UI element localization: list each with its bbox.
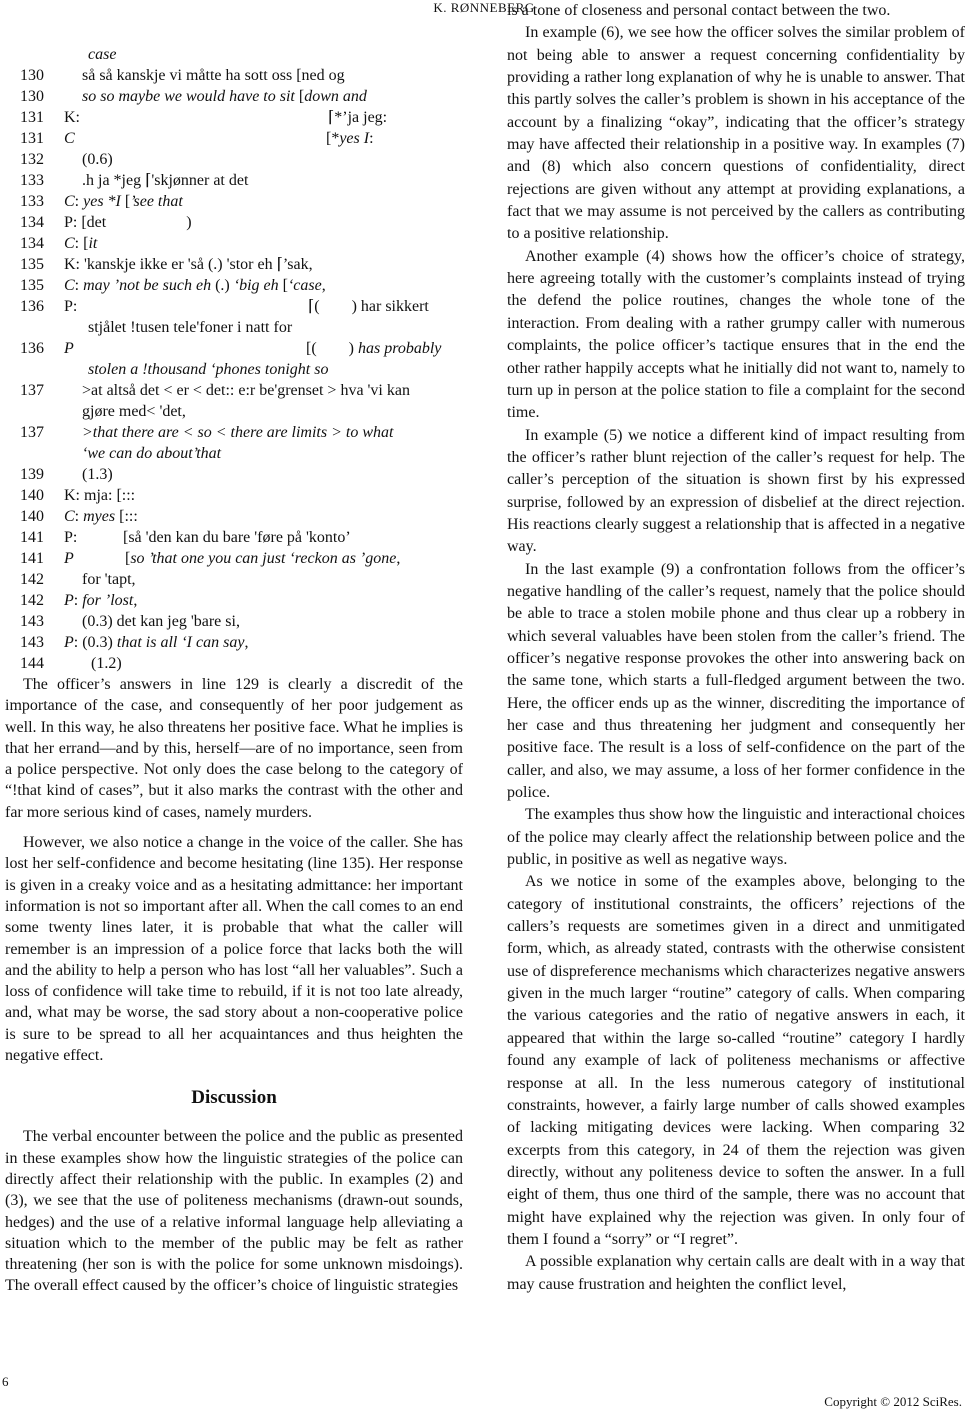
line-number: 142 [20,571,44,588]
utterance-segment: gjøre med< 'det, [82,403,186,420]
utterance-segment: for 'tapt, [82,571,136,588]
utterance [64,191,183,212]
utterance [88,317,292,338]
utterance [64,632,248,653]
utterance-segment: (1.2) [91,655,122,672]
utterance [82,149,113,170]
utterance [91,653,122,674]
utterance [64,485,135,506]
utterance-segment: : [73,592,83,609]
line-number: 134 [20,214,44,231]
utterance-segment: , [396,550,401,567]
line-number: 133 [20,193,44,210]
utterance-segment: [det ) [77,214,192,231]
utterance [64,212,192,233]
utterance [82,401,186,422]
transcript-line [5,590,463,611]
speaker-label: C [64,235,75,252]
utterance [82,443,221,464]
utterance-segment: så så kanskje vi måtte ha sott oss [ned og [82,67,345,84]
utterance [88,44,116,65]
utterance [306,338,441,359]
line-number: 134 [20,235,44,252]
transcript-line [5,149,463,170]
speaker-label: P [64,592,74,609]
speaker [64,128,75,149]
utterance-segment: (1.3) [82,466,113,483]
speaker-label: K: [64,109,80,126]
paragraph: The verbal encounter between the police and the public as presented in these examples show how the linguistic strategies of the police can directly affect their relationship with the public. In examples (2) and (3), we see that the use of politeness mechanisms (drawn-out sounds, hedges) and the use of a relative informal language help alleviating a situation which to the member of the public may be felt as rather threatening (her son is with the police for some unknown misdoings). The overall effect caused by the officer’s choice of linguistic strategies [5,1128,463,1295]
transcript-line [5,86,463,107]
transcript-line [5,338,463,359]
utterance-segment: (0.6) [82,151,113,168]
line-number: 143 [20,634,44,651]
line-number: 140 [20,508,44,525]
speaker-label: K: [64,256,80,273]
utterance-segment: [ [282,277,288,294]
utterance-segment: [::: [119,508,138,525]
transcript-line [5,233,463,254]
utterance-segment: it [88,235,98,252]
speaker-label: C [64,193,75,210]
utterance-segment: myes [83,508,120,525]
utterance-segment: ‘big eh [233,277,283,294]
utterance-segment: has probably [357,340,442,357]
speaker-label: K: [64,487,80,504]
utterance [64,254,313,275]
utterance-segment: ⌈( ) har sikkert [308,298,429,315]
utterance-segment: >at altså det < er < det:: e:r be'grenset > hva 'vi kan [82,382,410,399]
speaker-label: P: [64,214,78,231]
utterance-segment: yes I [339,130,370,147]
right-column [507,0,965,1296]
speaker-label: P: [64,298,78,315]
utterance [82,65,345,86]
paragraph: As we notice in some of the examples above, belonging to the category of institutional constraints, the officers’ rejections of the callers’s requests are sometimes given in a direct and unmitigated form, which, as already stated, contrasts with the otherwise consistent use of dispreference mechanisms which characterizes negative answers given in the much larger “routine” category of calls. When comparing the various categories and the ratio of negative answers in each, it appeared that within the large so-called “routine” category I hardly found any example of lack of politeness mechanisms or affective response at all. In the less numerous category of institutional constraints, however, a fairly large number of calls showed examples of lacking mitigating devices were lacking. When comparing 32 excerpts from this category, in 24 of them the rejection was given directly, without any politeness device to soften the answer. In a full eight of them, thus one third of the sample, there was no account that might have explained why the rejection was given. In only four of them I found a “sorry” or “I regret”. [507,873,965,1248]
utterance [82,422,393,443]
transcript-line [5,212,463,233]
utterance-segment: ‘we can do about’that [82,445,222,462]
utterance [64,590,137,611]
transcript-line [5,317,463,338]
utterance-segment: down and [304,88,367,105]
utterance-segment: [ [124,193,131,210]
running-header: K. RØNNEBERG [433,0,535,15]
left-column [5,44,463,1297]
utterance-segment: [så 'den kan du bare 'føre på 'konto’ [123,529,351,546]
transcript-line [5,296,463,317]
utterance [64,233,97,254]
utterance [82,170,248,191]
utterance-segment: ‘case [287,277,322,294]
transcript-line [5,506,463,527]
paragraph: The officer’s answers in line 129 is clearly a discredit of the importance of the case, and consequently of her poor judgement as well. In this way, he also threatens her positive face. What he implies is that her errand—and by this, herself—are of no importance, seen from a police perspective. Not only does the case belong to the category of “!that kind of cases”, but it also marks the contrast with the other and far more serious kind of cases, namely murders. [5,676,463,821]
paragraph: However, we also notice a change in the voice of the caller. She has lost her self-confidence and become hesitating (line 135). Her response is given in a creaky voice and as a hesitating admittance: her important information is not so important after all. When the call comes to an end some twenty lines later, it is probable that what the caller will remember is an impression of a police force that lacks both the will and the ability to help a person who has lost “all her valuables”. Such a loss of confidence will take time to rebuild, if it is not too late already, and, what may be worse, the sad story about a non-cooperative police is sure to be spread to all her acquaintances and thus heighten the negative effect. [5,834,463,1065]
transcript-line [5,611,463,632]
transcript-line [5,401,463,422]
utterance-segment: yes *I [83,193,125,210]
line-number: 135 [20,256,44,273]
section-heading: Discussion [191,1087,277,1109]
transcript-excerpt [5,44,463,674]
line-number: 130 [20,67,44,84]
utterance-segment: : [74,193,84,210]
utterance-segment: stolen a !thousand ‘phones tonight so [88,361,329,378]
line-number: 136 [20,298,44,315]
utterance [64,275,326,296]
transcript-line [5,485,463,506]
utterance-segment: may ’not be such eh [83,277,216,294]
utterance-segment: , [321,277,326,294]
utterance [82,464,113,485]
utterance-segment: [( ) [306,340,358,357]
utterance-segment: >that there are < so < there are limits > to what [82,424,394,441]
speaker-label: C [64,130,75,147]
speaker [64,107,80,128]
utterance-segment: [ [298,88,305,105]
paragraph: In the last example (9) a confrontation follows from the officer’s negative handling of the caller’s request, namely that the police should be able to trace a stolen mobile phone and thus clear up a robbery in which several valuables have been stolen from the caller’s friend. The officer’s negative response provokes the other into answering back on the same tone, which starts a full-fledged argument between the two. Here, the officer ends up as the winner, discrediting the importance of her case and thus threatening her judgment and consequently her positive face. The result is a loss of self-confidence on the part of the caller, and also, we may assume, a loss of her former confidence in the police. [507,560,965,802]
utterance-segment: : [74,508,84,525]
utterance-segment: .h ja *jeg ⌈'skjønner at det [82,172,249,189]
paragraph: In example (5) we notice a different kind of impact resulting from the officer’s rather blunt rejection of the caller’s request for help. The caller’s perception of the situation is shown first by his expressed surprise, followed by an expression of disbelief at the direct rejection. His reactions clearly suggest a relationship that is affected in a negative way. [507,426,965,556]
utterance-segment: ’see that [130,193,183,210]
utterance-segment: case [88,46,117,63]
speaker [64,296,77,317]
utterance-segment: that is all ‘I can say [116,634,245,651]
speaker-label: P [64,634,74,651]
transcript-line [5,380,463,401]
speaker-label: C [64,508,75,525]
transcript-line [5,359,463,380]
utterance-segment: : (0.3) [73,634,117,651]
utterance-segment: [ [125,550,131,567]
paragraph: In example (6), we see how the officer solves the similar problem of not being able to answer a request concerning confidentiality by providing a rather long explanation of why he is unable to answer. That this partly solves the caller’s problem is shown in his acceptance of the account by a finalizing “okay”, indicating that the officer’s strategy may have affected their relationship in a positive way. In examples (7) and (8) which also concern questions of confidentiality, direct rejections are given without any attempt at providing explanations, a fact that we may assume is not perceived by the callers as contributing to a positive relationship. [507,24,965,243]
line-number: 132 [20,151,44,168]
utterance [308,296,429,317]
utterance [82,611,240,632]
transcript-line [5,569,463,590]
speaker [64,338,74,359]
line-number: 131 [20,109,44,126]
utterance [88,359,328,380]
transcript-line [5,632,463,653]
utterance [82,569,136,590]
utterance [328,107,387,128]
line-number: 133 [20,172,44,189]
line-number: 136 [20,340,44,357]
utterance-segment: stjålet !tusen tele'foner i natt for [88,319,293,336]
line-number: 135 [20,277,44,294]
paragraph: Another example (4) shows how the officer’s choice of strategy, here agreeing totally with the customer’s complaints instead of trying the defend the police routines, changes the whole tone of the interaction. From dealing with a rather grumpy caller with numerous complaints, the police officer’s tactique ensures that in the end the other rather happily accepts what he initially did not want to, namely to turn up in person at the police station to file a complaint for the second time. [507,247,965,422]
speaker-label: P [64,550,74,567]
paragraph: The examples thus show how the linguistic and interactional choices of the police may clearly affect the relationship between police and the public, in positive as well as negative ways. [507,806,965,869]
utterance-segment: for ’lost [82,592,134,609]
utterance [64,506,138,527]
line-number: 137 [20,424,44,441]
speaker [64,548,74,569]
transcript-line [5,653,463,674]
utterance-segment: so so maybe we would have to sit [82,88,299,105]
speaker [64,527,77,548]
paragraph: A possible explanation why certain calls are dealt with in a way that may cause frustration and heighten the conflict level, [507,1253,965,1293]
utterance [123,527,351,548]
utterance-segment: ⌈*’ja jeg: [328,109,388,126]
transcript-line [5,464,463,485]
utterance-segment: , [244,634,249,651]
utterance [326,128,374,149]
speaker-label: C [64,277,75,294]
line-number: 142 [20,592,44,609]
utterance-segment: (0.3) det kan jeg 'bare si, [82,613,240,630]
line-number: 144 [20,655,44,672]
utterance [82,86,367,107]
line-number: 139 [20,466,44,483]
line-number: 141 [20,550,44,567]
utterance-segment: 'kanskje ikke er 'så (.) 'stor eh ⌈’sak, [80,256,313,273]
speaker-label: P [64,340,74,357]
utterance-segment: (.) [215,277,234,294]
page-number: 6 [2,1374,9,1389]
utterance-segment: [* [326,130,340,147]
transcript-line [5,191,463,212]
line-number: 130 [20,88,44,105]
transcript-line [5,44,463,65]
transcript-line [5,254,463,275]
transcript-line [5,422,463,443]
paragraph: is a tone of closeness and personal contact between the two. [507,2,891,19]
transcript-line [5,548,463,569]
copyright-notice: Copyright © 2012 SciRes. [824,1394,962,1409]
utterance-segment: : [74,277,84,294]
line-number: 131 [20,130,44,147]
transcript-line [5,65,463,86]
utterance-segment: mja: [::: [80,487,136,504]
utterance-segment: so ’that one you can just ‘reckon as ’gone [130,550,397,567]
speaker-label: P: [64,529,78,546]
utterance [125,548,400,569]
line-number: 141 [20,529,44,546]
line-number: 137 [20,382,44,399]
transcript-line [5,128,463,149]
transcript-line [5,443,463,464]
transcript-line [5,275,463,296]
utterance-segment: , [133,592,138,609]
line-number: 143 [20,613,44,630]
transcript-line [5,107,463,128]
utterance-segment: : [ [74,235,89,252]
utterance [82,380,410,401]
transcript-line [5,170,463,191]
transcript-line [5,527,463,548]
line-number: 140 [20,487,44,504]
utterance-segment: : [369,130,374,147]
